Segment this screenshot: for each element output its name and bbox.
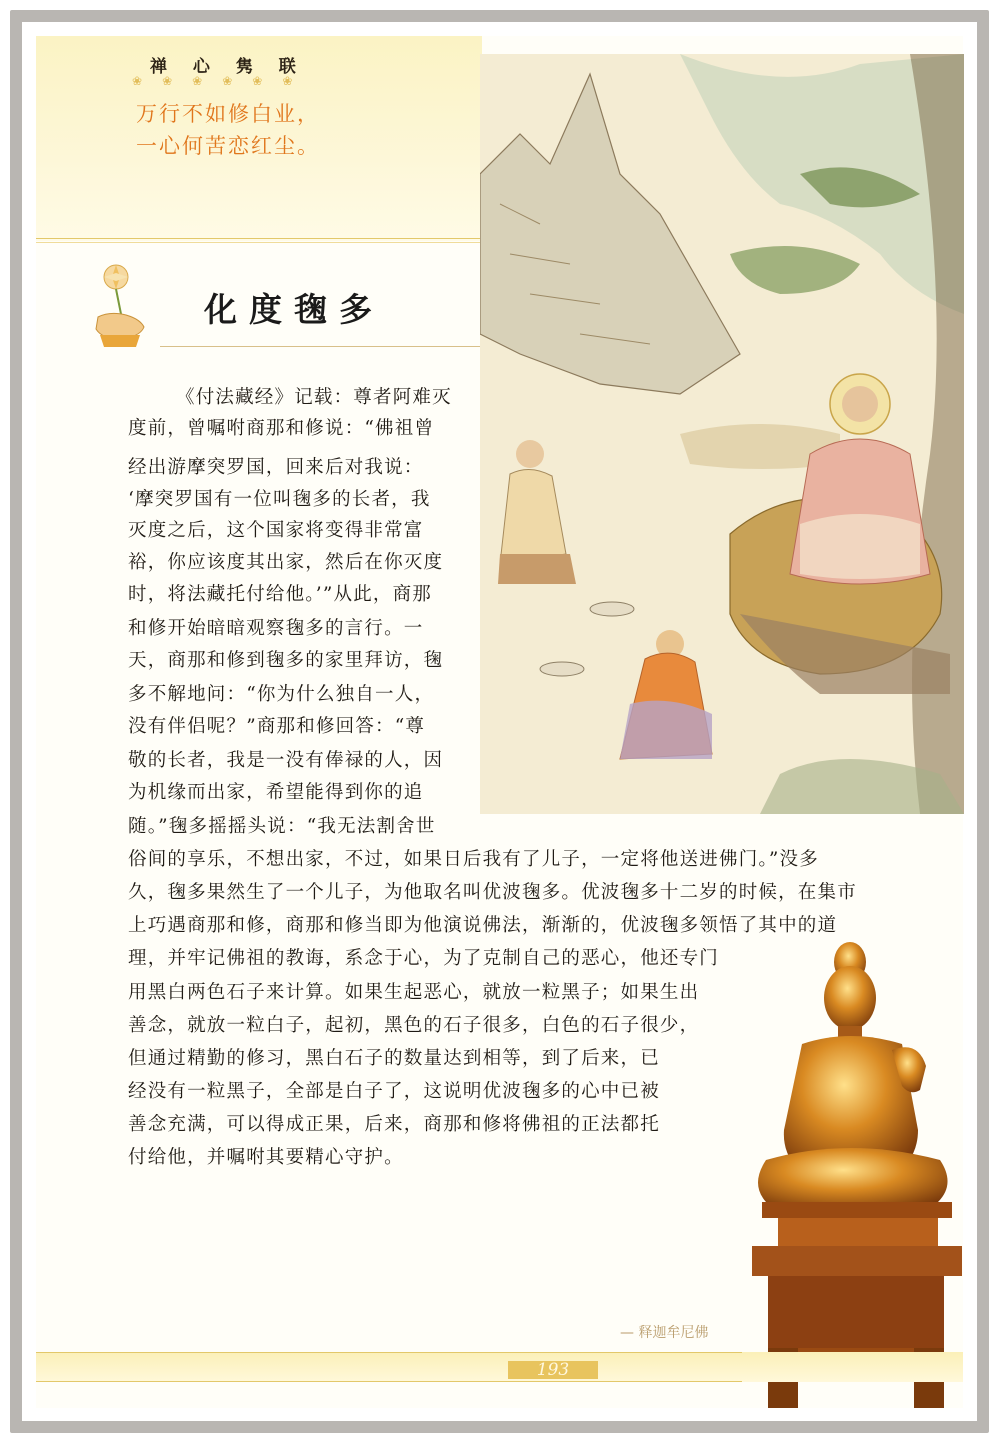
body-line-15: 俗间的享乐，不想出家，不过，如果日后我有了儿子，一定将他送进佛门。”没多: [128, 849, 819, 870]
body-line-2: 度前，曾嘱咐商那和修说：“佛祖曾: [128, 418, 435, 439]
series-title: 禅 心 隽 联: [150, 57, 306, 77]
body-line-3: 经出游摩突罗国，回来后对我说：: [128, 457, 424, 478]
couplet-line-1: 万行不如修白业，: [136, 102, 320, 126]
body-line-4: ‘摩突罗国有一位叫毱多的长者，我: [128, 489, 431, 510]
body-line-11: 没有伴侣呢？”商那和修回答：“尊: [128, 716, 426, 737]
body-line-5: 灭度之后，这个国家将变得非常富: [128, 520, 424, 541]
buddha-statue-image: [742, 940, 969, 1408]
body-line-12: 敬的长者，我是一没有俸禄的人，因: [128, 750, 444, 771]
couplet-line-2: 一心何苦恋红尘。: [136, 134, 320, 158]
header-rule: [36, 238, 482, 239]
page-number: 193: [508, 1361, 598, 1379]
painting-illustration: [480, 54, 964, 814]
footer-rule: [36, 1352, 742, 1353]
body-line-7: 时，将法藏托付给他。’”从此，商那: [128, 584, 432, 605]
body-line-13: 为机缘而出家，希望能得到你的追: [128, 782, 424, 803]
article-title: 化度毱多: [204, 290, 384, 329]
lotus-ornament-icon: ❀ ❀ ❀ ❀ ❀ ❀: [132, 74, 293, 88]
title-rule: [160, 346, 480, 347]
header-rule-2: [36, 242, 482, 243]
footer-rule-2: [36, 1381, 742, 1382]
body-line-24: 付给他，并嘱咐其要精心守护。: [128, 1147, 404, 1168]
body-line-10: 多不解地问：“你为什么独自一人，: [128, 684, 435, 705]
body-line-9: 天，商那和修到毱多的家里拜访，毱: [128, 650, 444, 671]
body-line-17: 上巧遇商那和修，商那和修当即为他演说佛法，渐渐的，优波毱多领悟了其中的道: [128, 915, 838, 936]
body-line-6: 裕，你应该度其出家，然后在你灭度: [128, 552, 444, 573]
body-line-14: 随。”毱多摇摇头说：“我无法割舍世: [128, 816, 436, 837]
figure-caption-text: 释迦牟尼佛: [638, 1325, 709, 1341]
body-line-19: 用黑白两色石子来计算。如果生起恶心，就放一粒黑子；如果生出: [128, 982, 700, 1003]
lotus-hand-icon: [80, 255, 160, 355]
body-line-23: 善念充满，可以得成正果，后来，商那和修将佛祖的正法都托: [128, 1114, 660, 1135]
footer-band: [36, 1352, 963, 1382]
body-line-22: 经没有一粒黑子，全部是白子了，这说明优波毱多的心中已被: [128, 1081, 660, 1102]
body-line-18: 理，并牢记佛祖的教诲，系念于心，为了克制自己的恶心，他还专门: [128, 948, 720, 969]
body-line-1: 《付法藏经》记载：尊者阿难灭: [176, 387, 452, 408]
body-line-20: 善念，就放一粒白子，起初，黑色的石子很多，白色的石子很少，: [128, 1015, 700, 1036]
body-line-21: 但通过精勤的修习，黑白石子的数量达到相等，到了后来，已: [128, 1048, 660, 1069]
figure-caption: — 释迦牟尼佛: [620, 1325, 709, 1341]
body-line-8: 和修开始暗暗观察毱多的言行。一: [128, 618, 424, 639]
body-line-16: 久，毱多果然生了一个儿子，为他取名叫优波毱多。优波毱多十二岁的时候，在集市: [128, 882, 857, 903]
